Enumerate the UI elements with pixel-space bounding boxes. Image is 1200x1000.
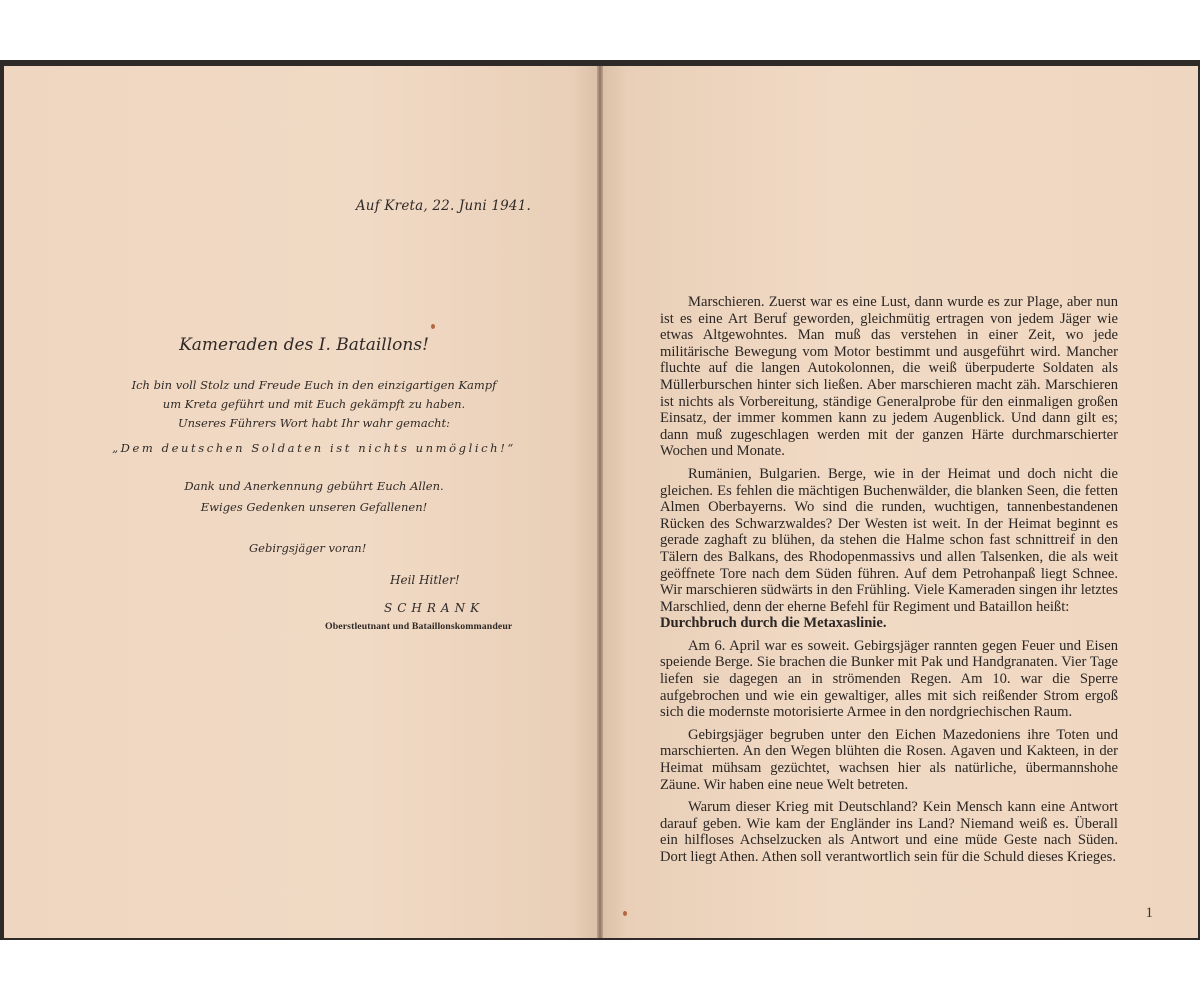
signature-rank: Oberstleutnant und Bataillonskommandeur [325,621,513,632]
emphasis-line: Durchbruch durch die Metaxaslinie. [660,615,887,632]
body-paragraph [660,466,1118,632]
paragraph-text: Rumänien, Bulgarien. Berge, wie in der Heimat und doch nicht die gleichen. Es fehlen die mächtigen Buchenwälder, die blanken Seen, die fetten Almen Oberbayerns. Wo sind die runden, wuchtigen, tannenbestandenen Rücken des Schwarzwaldes? Der Westen ist weit. In der Heimat beginnt es gerade zaghaft zu blühen, da stehen die Halme schon fast schnittreif in den Tälern des Balkans, des Rhodopenmassivs und allen Talsenken, die als weit geöffnete Tore nach dem Süden führen. Auf dem Petrohanpaß liegt Schnee. Wir marschieren südwärts in den Frühling. Viele Kameraden singen ihr letztes Marschlied, denn der eherne Befehl für Regiment und Bataillon heißt: [660,465,1118,615]
body-paragraph: Gebirgsjäger begruben unter den Eichen Mazedoniens ihre Toten und marschierten. An den Wegen blühten die Rosen. Agaven und Kakteen, in der Heimat mühsam gezüchtet, wachsen hier als natürliche, übermannshohe Zäune. Wir haben eine neue Welt betreten. [660,726,1118,793]
forward-cry: Gebirgsjäger voran! [249,541,367,555]
intro-line: Ich bin voll Stolz und Freude Euch in den einzigartigen Kampf [131,378,497,392]
thanks-line: Ewiges Gedenken unseren Gefallenen! [200,500,428,514]
signature-name: SCHRANK [384,601,485,615]
thanks-line: Dank und Anerkennung gebührt Euch Allen. [184,479,444,493]
paper-speck [431,324,435,329]
right-page [603,66,1198,938]
body-text [660,294,1118,872]
intro-text [4,376,597,433]
closing-salute: Heil Hitler! [390,573,460,587]
body-paragraph: Warum dieser Krieg mit Deutschland? Kein Mensch kann eine Antwort darauf geben. Wie kam der Engländer ins Land? Niemand weiß es. Überall ein hilfloses Achselzucken als Antwort und eine müde Geste nach Süden. Dort liegt Athen. Athen soll verantwortlich sein für die Schuld dieses Krieges. [660,799,1118,865]
salutation-heading: Kameraden des I. Bataillons! [179,335,429,355]
paper-speck [623,911,627,916]
page-number: 1 [1145,905,1153,921]
slogan-quote: „Dem deutschen Soldaten ist nichts unmöglich!“ [112,441,516,455]
thanks-text [4,476,597,518]
intro-line: um Kreta geführt und mit Euch gekämpft zu haben. [162,397,466,411]
book-spread [0,60,1200,940]
body-paragraph: Am 6. April war es soweit. Gebirgsjäger rannten gegen Feuer und Eisen speiende Berge. Sie brachen die Bunker mit Pak und Handgranaten. Vier Tage liefen sie dagegen an in strömenden Regen. Am 10. war die Sperre aufgebrochen und wie ein gewaltiger, alles mit sich reißender Strom ergoß sich die modernste motorisierte Armee in den nordgriechischen Raum. [660,637,1118,721]
dateline: Auf Kreta, 22. Juni 1941. [355,198,531,214]
left-page [4,66,597,938]
body-paragraph: Marschieren. Zuerst war es eine Lust, dann wurde es zur Plage, aber nun ist es eine Art Beruf geworden, gleichmütig ertragen von jedem Jäger wie etwas Altgewohntes. Man muß das verstehen in einer Zeit, wo jede militärische Bewegung vom Motor bestimmt und ausgeführt wird. Mancher fluchte auf die langen Autokolonnen, die weiß überpuderte Soldaten als Müllerburschen hinter sich ließen. Aber marschieren macht zäh. Marschieren ist nichts als Vorbereitung, ständige Generalprobe für den einmaligen großen Einsatz, der immer kommen kann zu jedem Augenblick. Und dann gilt es; dann muß zugeschlagen werden mit der ganzen Härte durchmarschierter Wochen und Monate. [660,294,1118,460]
intro-line: Unseres Führers Wort habt Ihr wahr gemacht: [177,416,451,430]
